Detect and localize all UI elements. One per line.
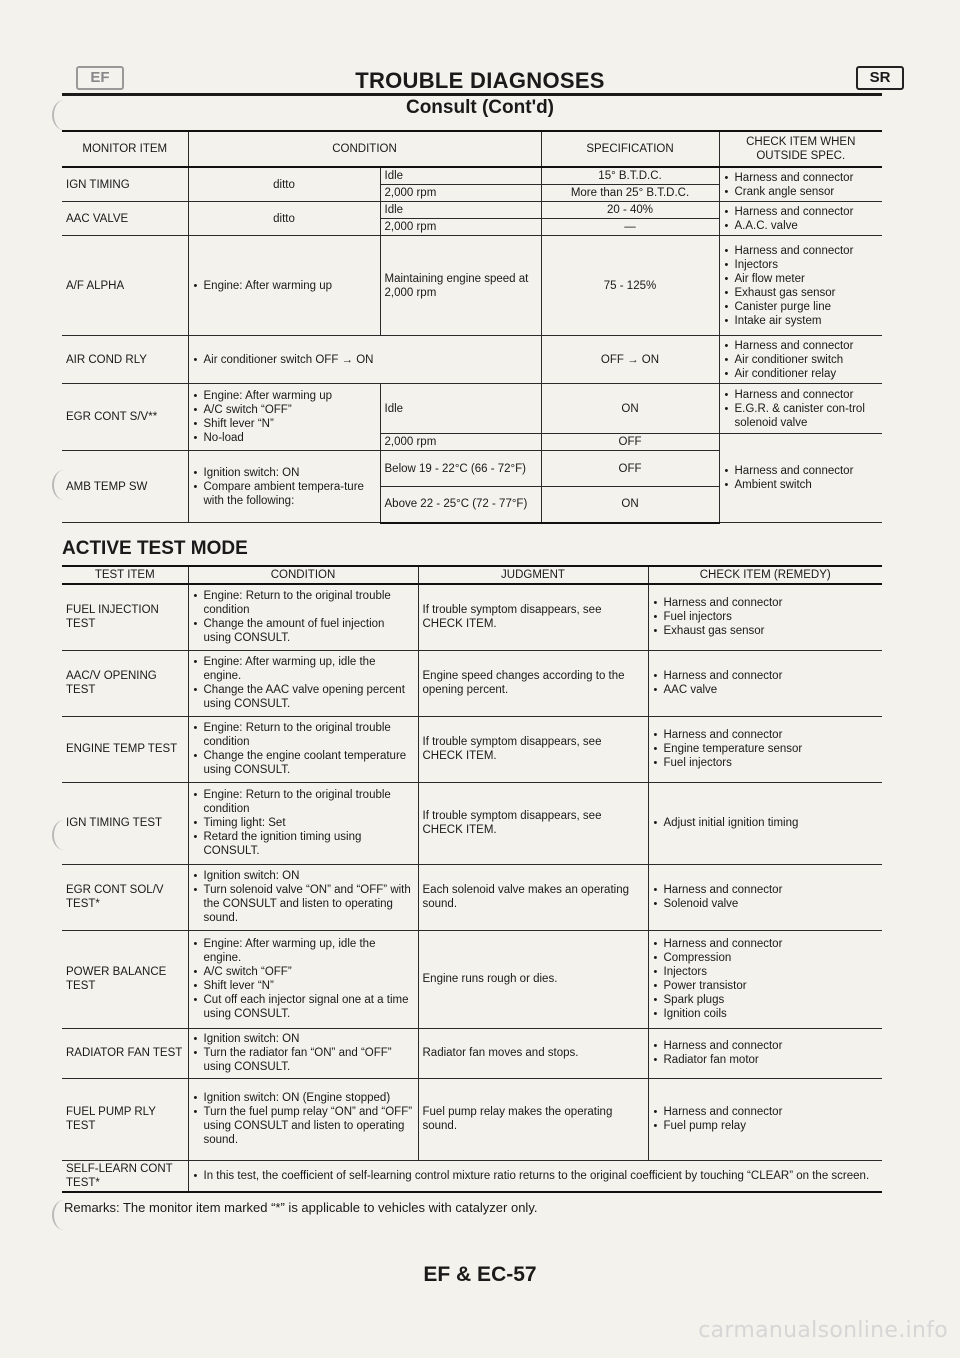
- table-row: [62, 336, 882, 384]
- condition-cell: [188, 716, 418, 782]
- col-header-judgment: JUDGMENT: [418, 566, 648, 584]
- condition-item: • Turn the fuel pump relay “ON” and “OFF” using CONSULT and listen to operating sound.: [193, 1105, 414, 1147]
- condition-cell: [188, 384, 380, 451]
- check-cell: [719, 336, 882, 384]
- condition-item: • Engine: After warming up, idle the engine.: [193, 655, 414, 683]
- check-item: • Radiator fan motor: [653, 1053, 879, 1067]
- check-item: • Adjust initial ignition timing: [653, 816, 879, 830]
- check-cell: [719, 434, 882, 523]
- condition-item: • Change the AAC valve opening percent using CONSULT.: [193, 683, 414, 711]
- check-item: • Air conditioner switch: [724, 353, 879, 367]
- sub-condition-cell: 2,000 rpm: [380, 434, 541, 451]
- check-item: • Harness and connector: [724, 205, 879, 219]
- spec-cell: OFF: [541, 434, 719, 451]
- condition-item: • Engine: After warming up, idle the engine.: [193, 937, 414, 965]
- monitor-item: AAC VALVE: [62, 202, 188, 236]
- spec-cell: ON: [541, 487, 719, 523]
- check-cell: [648, 650, 882, 716]
- table-row: [62, 1160, 882, 1192]
- page-subtitle: Consult (Cont'd): [405, 97, 555, 118]
- condition-item: • Air conditioner switch OFF → ON: [193, 353, 537, 367]
- condition-item: • Compare ambient tempera-ture with the following:: [193, 480, 376, 508]
- monitor-item: IGN TIMING: [62, 167, 188, 202]
- check-item: • Harness and connector: [724, 464, 879, 478]
- table-row: [62, 716, 882, 782]
- remarks-note: Remarks: The monitor item marked “*” is applicable to vehicles with catalyzer only.: [64, 1200, 538, 1215]
- sub-condition-cell: Below 19 - 22°C (66 - 72°F): [380, 451, 541, 487]
- table-row: [62, 864, 882, 930]
- check-item: • Engine temperature sensor: [653, 742, 879, 756]
- test-item: FUEL PUMP RLY TEST: [62, 1078, 188, 1160]
- test-item: EGR CONT SOL/V TEST*: [62, 864, 188, 930]
- condition-item: • Ignition switch: ON: [193, 1032, 414, 1046]
- table-row: [62, 930, 882, 1028]
- condition-item: • Ignition switch: ON: [193, 466, 376, 480]
- condition-item: • Engine: After warming up: [193, 389, 376, 403]
- condition-cell: [188, 336, 541, 384]
- check-cell: [648, 782, 882, 864]
- judgment-cell: Radiator fan moves and stops.: [418, 1028, 648, 1078]
- test-item: FUEL INJECTION TEST: [62, 584, 188, 650]
- col-header-condition: CONDITION: [188, 131, 541, 167]
- check-item: • Harness and connector: [653, 669, 879, 683]
- check-item: • Harness and connector: [653, 1105, 879, 1119]
- spec-cell: 75 - 125%: [541, 236, 719, 336]
- check-item: • Harness and connector: [724, 388, 879, 402]
- condition-cell: [188, 236, 380, 336]
- table-row: [62, 384, 882, 434]
- condition-item: • Change the engine coolant temperature using CONSULT.: [193, 749, 414, 777]
- judgment-cell: Engine speed changes according to the opening percent.: [418, 650, 648, 716]
- table-row: [62, 782, 882, 864]
- table-row: [62, 650, 882, 716]
- condition-item: • In this test, the coefficient of self-learning control mixture ratio returns to the original coefficient by touching “CLEAR” on the screen.: [193, 1169, 879, 1183]
- judgment-cell: If trouble symptom disappears, see CHECK ITEM.: [418, 782, 648, 864]
- check-item: • Canister purge line: [724, 300, 879, 314]
- check-item: • Harness and connector: [653, 883, 879, 897]
- check-cell: [648, 1028, 882, 1078]
- col-header-test-item: TEST ITEM: [62, 566, 188, 584]
- condition-item: • A/C switch “OFF”: [193, 965, 414, 979]
- check-item: • Ambient switch: [724, 478, 879, 492]
- check-item: • E.G.R. & canister con-trol solenoid valve: [724, 402, 879, 430]
- condition-item: • Engine: After warming up: [193, 279, 376, 293]
- check-cell: [648, 1078, 882, 1160]
- condition-item: • Retard the ignition timing using CONSULT.: [193, 830, 414, 858]
- test-item: ENGINE TEMP TEST: [62, 716, 188, 782]
- test-item: RADIATOR FAN TEST: [62, 1028, 188, 1078]
- condition-item: • Turn the radiator fan “ON” and “OFF” using CONSULT.: [193, 1046, 414, 1074]
- sub-condition-cell: Idle: [380, 384, 541, 434]
- spec-cell: —: [541, 219, 719, 236]
- col-header-condition: CONDITION: [188, 566, 418, 584]
- sub-condition-cell: 2,000 rpm: [380, 219, 541, 236]
- check-cell: [719, 384, 882, 434]
- check-item: • Solenoid valve: [653, 897, 879, 911]
- check-item: • Air flow meter: [724, 272, 879, 286]
- check-item: • Harness and connector: [724, 339, 879, 353]
- col-header-specification: SPECIFICATION: [541, 131, 719, 167]
- punch-hole-mark: [52, 100, 76, 130]
- active-test-table: [62, 565, 882, 1193]
- condition-cell: [188, 1028, 418, 1078]
- condition-cell: [188, 930, 418, 1028]
- check-cell: [648, 864, 882, 930]
- condition-item: • A/C switch “OFF”: [193, 403, 376, 417]
- section-tag-right: SR: [856, 66, 904, 90]
- table-row: [62, 584, 882, 650]
- condition-item: • Timing light: Set: [193, 816, 414, 830]
- spec-cell: OFF → ON: [541, 336, 719, 384]
- judgment-cell: Engine runs rough or dies.: [418, 930, 648, 1028]
- check-cell: [648, 930, 882, 1028]
- monitor-item: AMB TEMP SW: [62, 451, 188, 523]
- condition-item: • Shift lever “N”: [193, 417, 376, 431]
- check-item: • Power transistor: [653, 979, 879, 993]
- check-item: • Fuel injectors: [653, 610, 879, 624]
- condition-item: • Turn solenoid valve “ON” and “OFF” with the CONSULT and listen to operating sound.: [193, 883, 414, 925]
- test-item: IGN TIMING TEST: [62, 782, 188, 864]
- condition-item: • Ignition switch: ON: [193, 869, 414, 883]
- condition-cell: [188, 864, 418, 930]
- check-item: • AAC valve: [653, 683, 879, 697]
- col-header-monitor-item: MONITOR ITEM: [62, 131, 188, 167]
- page-number: EF & EC-57: [423, 1263, 537, 1286]
- check-cell: [719, 202, 882, 236]
- watermark-text: carmanualsonline.info: [698, 1318, 948, 1343]
- judgment-cell: If trouble symptom disappears, see CHECK ITEM.: [418, 716, 648, 782]
- table-row: [62, 202, 882, 219]
- condition-item: • Ignition switch: ON (Engine stopped): [193, 1091, 414, 1105]
- monitor-table: [62, 130, 882, 524]
- header-rule: [62, 93, 882, 96]
- condition-item: • Engine: Return to the original trouble condition: [193, 589, 414, 617]
- check-item: • Intake air system: [724, 314, 879, 328]
- sub-condition-cell: 2,000 rpm: [380, 185, 541, 202]
- check-item: • Crank angle sensor: [724, 185, 879, 199]
- condition-cell: [188, 1160, 882, 1192]
- judgment-cell: If trouble symptom disappears, see CHECK ITEM.: [418, 584, 648, 650]
- condition-cell: [188, 1078, 418, 1160]
- condition-item: • Shift lever “N”: [193, 979, 414, 993]
- check-item: • Injectors: [653, 965, 879, 979]
- table-row: [62, 167, 882, 185]
- check-item: • Exhaust gas sensor: [653, 624, 879, 638]
- spec-cell: 20 - 40%: [541, 202, 719, 219]
- condition-item: • Engine: Return to the original trouble condition: [193, 721, 414, 749]
- section-title: ACTIVE TEST MODE: [62, 538, 248, 559]
- condition-cell: ditto: [188, 202, 380, 236]
- test-item: AAC/V OPENING TEST: [62, 650, 188, 716]
- check-item: • Spark plugs: [653, 993, 879, 1007]
- check-cell: [648, 584, 882, 650]
- monitor-item: EGR CONT S/V**: [62, 384, 188, 451]
- check-item: • Harness and connector: [653, 596, 879, 610]
- monitor-item: A/F ALPHA: [62, 236, 188, 336]
- check-item: • Ignition coils: [653, 1007, 879, 1021]
- condition-cell: [188, 584, 418, 650]
- check-item: • A.A.C. valve: [724, 219, 879, 233]
- spec-cell: ON: [541, 384, 719, 434]
- monitor-item: AIR COND RLY: [62, 336, 188, 384]
- sub-condition-cell: Maintaining engine speed at 2,000 rpm: [380, 236, 541, 336]
- table-row: [62, 1028, 882, 1078]
- col-header-check-item: CHECK ITEM (REMEDY): [648, 566, 882, 584]
- condition-cell: ditto: [188, 167, 380, 202]
- check-item: • Harness and connector: [724, 171, 879, 185]
- sub-condition-cell: Above 22 - 25°C (72 - 77°F): [380, 487, 541, 523]
- judgment-cell: Fuel pump relay makes the operating sound.: [418, 1078, 648, 1160]
- spec-cell: 15° B.T.D.C.: [541, 167, 719, 185]
- check-item: • Exhaust gas sensor: [724, 286, 879, 300]
- section-tag-left: EF: [76, 66, 124, 90]
- check-item: • Harness and connector: [724, 244, 879, 258]
- check-item: • Harness and connector: [653, 937, 879, 951]
- test-item: SELF-LEARN CONT TEST*: [62, 1160, 188, 1192]
- check-item: • Air conditioner relay: [724, 367, 879, 381]
- check-item: • Harness and connector: [653, 728, 879, 742]
- check-cell: [719, 236, 882, 336]
- check-item: • Injectors: [724, 258, 879, 272]
- condition-item: • Change the amount of fuel injection using CONSULT.: [193, 617, 414, 645]
- col-header-check-item: CHECK ITEM WHEN OUTSIDE SPEC.: [719, 131, 882, 167]
- condition-item: • Engine: Return to the original trouble condition: [193, 788, 414, 816]
- condition-item: • Cut off each injector signal one at a time using CONSULT.: [193, 993, 414, 1021]
- check-item: • Compression: [653, 951, 879, 965]
- check-item: • Fuel pump relay: [653, 1119, 879, 1133]
- check-cell: [719, 167, 882, 202]
- table-row: [62, 1078, 882, 1160]
- condition-cell: [188, 451, 380, 523]
- condition-cell: [188, 782, 418, 864]
- table-row: [62, 236, 882, 336]
- condition-cell: [188, 650, 418, 716]
- sub-condition-cell: Idle: [380, 167, 541, 185]
- test-item: POWER BALANCE TEST: [62, 930, 188, 1028]
- judgment-cell: Each solenoid valve makes an operating sound.: [418, 864, 648, 930]
- condition-item: • No-load: [193, 431, 376, 445]
- spec-cell: OFF: [541, 451, 719, 487]
- page-title: TROUBLE DIAGNOSES: [355, 68, 605, 93]
- check-cell: [648, 716, 882, 782]
- check-item: • Fuel injectors: [653, 756, 879, 770]
- sub-condition-cell: Idle: [380, 202, 541, 219]
- check-item: • Harness and connector: [653, 1039, 879, 1053]
- spec-cell: More than 25° B.T.D.C.: [541, 185, 719, 202]
